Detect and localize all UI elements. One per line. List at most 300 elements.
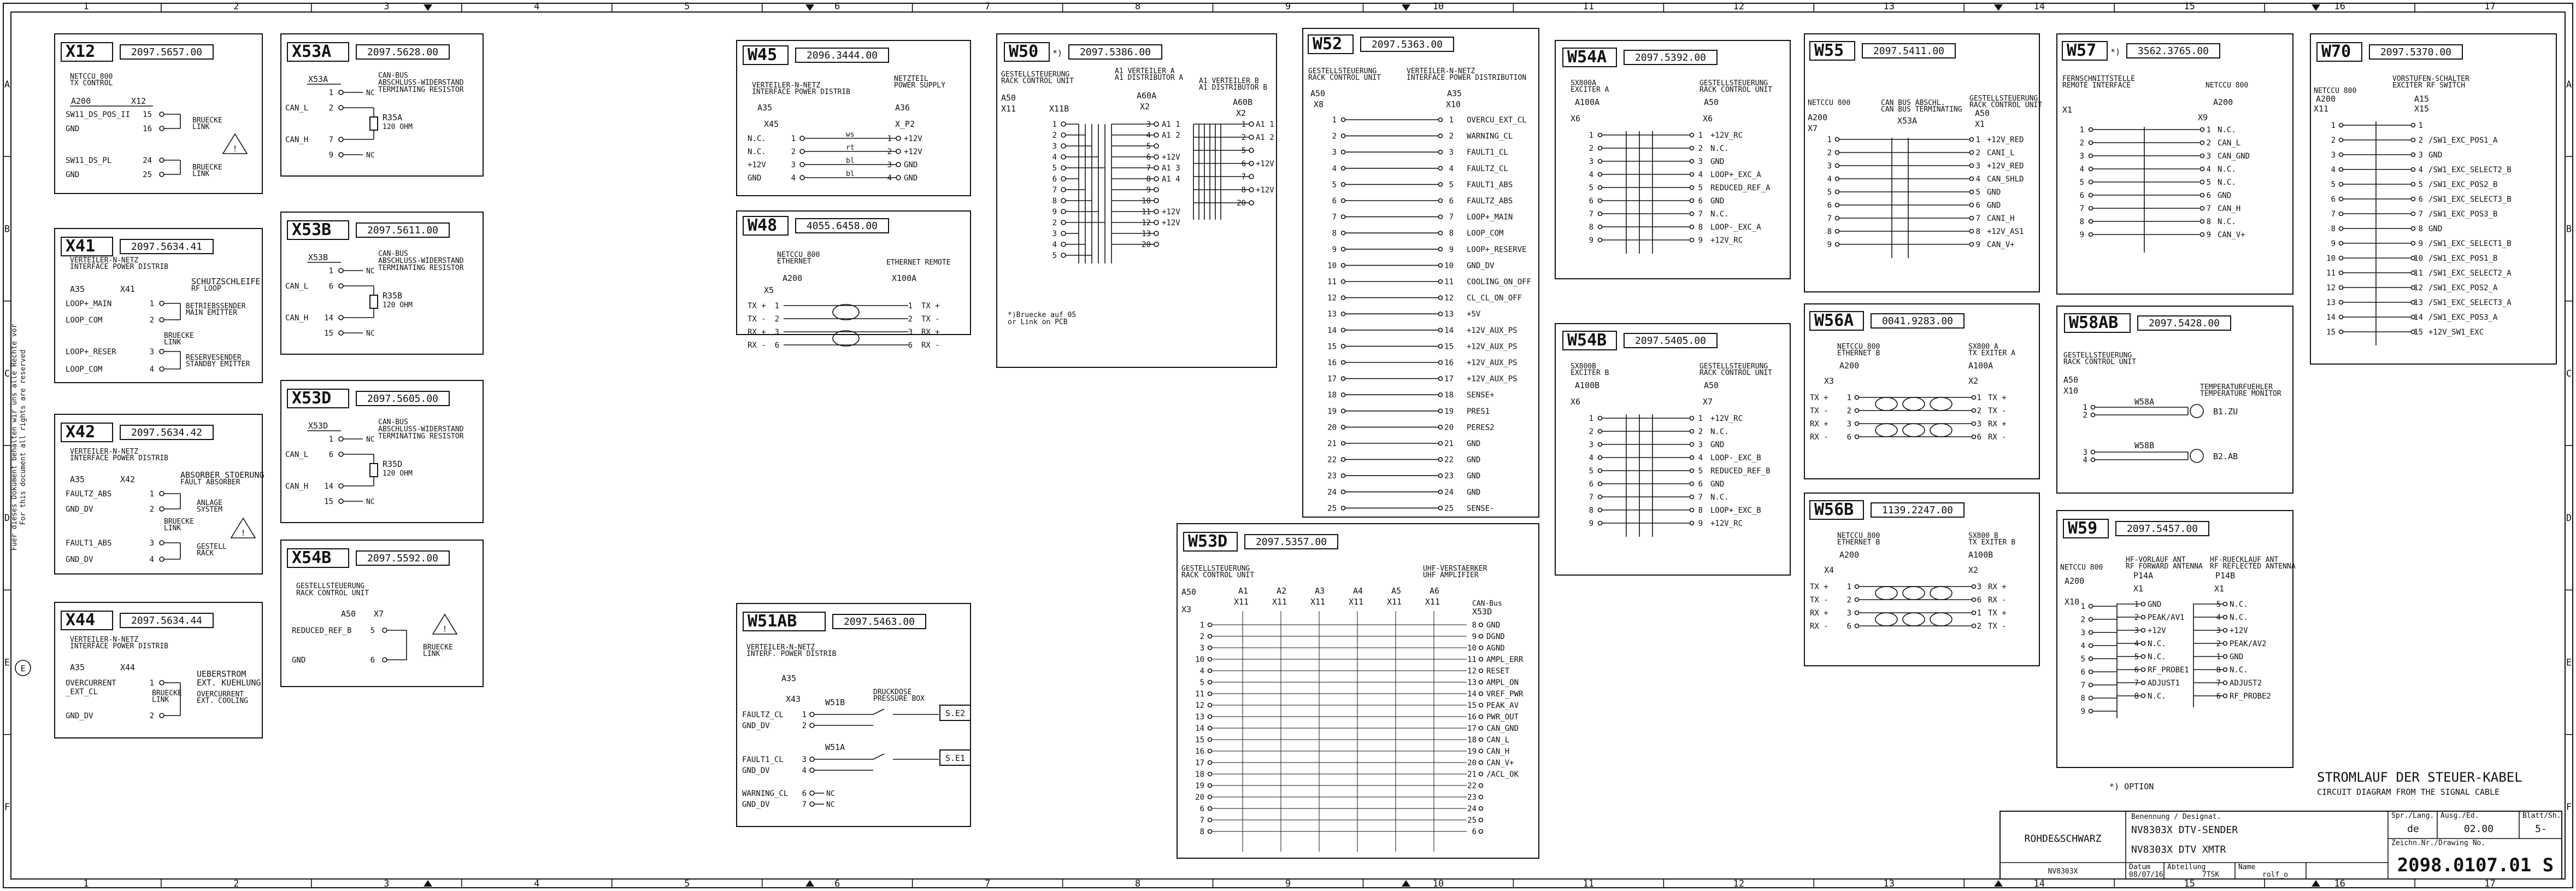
header-text: TX EXITER A: [1968, 349, 2016, 357]
pin-signal: CANI_H: [1987, 214, 2015, 223]
pin-number: 6: [2216, 692, 2221, 701]
terminal-dot: [2412, 242, 2415, 245]
terminal-dot: [1690, 417, 1694, 420]
note: LINK: [192, 170, 210, 178]
block-title: X41: [66, 237, 96, 256]
block-title: W53D: [1188, 532, 1228, 551]
pin-signal: /SW1_EXC_POS1_A: [2428, 136, 2498, 145]
pin-number: 4: [1589, 454, 1593, 462]
terminal-dot: [160, 541, 164, 545]
pin-signal: FAULT1_CL: [742, 755, 784, 764]
pin-number: 5: [1589, 467, 1593, 476]
pin-number: 8: [2418, 225, 2423, 233]
terminal-dot: [1208, 772, 1212, 776]
pin-number: 13: [1444, 310, 1454, 319]
terminal-dot: [2339, 183, 2343, 186]
no-connect: NC: [366, 498, 375, 506]
resistor-name: R35B: [383, 291, 403, 301]
terminal-dot: [1690, 186, 1694, 190]
pin-number: 4: [1449, 164, 1454, 173]
header-text: RACK CONTROL UNIT: [1699, 86, 1773, 94]
pin-number: 6: [2418, 195, 2423, 204]
ref-designator: A200: [1808, 113, 1828, 122]
terminal-dot: [2412, 168, 2415, 172]
header-text: GESTELLSTEUERUNG: [1969, 95, 2038, 103]
center-mark: [805, 880, 814, 887]
terminal-dot: [339, 452, 343, 456]
terminal-dot: [1439, 312, 1443, 316]
terminal-dot: [2089, 194, 2093, 197]
pin-signal: N.C.: [2218, 165, 2236, 174]
terminal-dot: [2201, 194, 2204, 197]
terminal-dot: [1342, 458, 1345, 461]
pin-number: 6: [2206, 191, 2211, 200]
connector-name: X6: [1703, 114, 1713, 124]
terminal-dot: [1972, 422, 1976, 426]
pin-signal: SENSE+: [1467, 391, 1495, 400]
connector-name: X15: [2414, 104, 2430, 114]
pin-number: 19: [1327, 407, 1337, 416]
block-w59: [2057, 511, 2293, 767]
terminal-dot: [1154, 198, 1158, 203]
pin-number: 8: [1449, 229, 1454, 238]
pin-number: 13: [1327, 310, 1337, 319]
pin-signal: +12V_RC: [1710, 236, 1743, 245]
pin-signal: +12V: [1162, 153, 1180, 162]
lang: de: [2407, 823, 2419, 835]
header-text: or Link on PCB: [1008, 318, 1068, 326]
pin-number: 8: [2080, 694, 2085, 703]
header-text: TX EXITER B: [1968, 538, 2016, 547]
pin-number: 2: [2216, 640, 2221, 648]
terminal-dot: [339, 105, 343, 110]
pin-signal: OVERCU_EXT_CL: [1467, 116, 1527, 125]
sub-cable: W51A: [825, 742, 845, 752]
pin-signal: +12V_RC: [1710, 414, 1743, 423]
warning-icon-mark: !: [442, 624, 448, 634]
inner-border: [11, 12, 2565, 879]
terminal-dot: [1598, 133, 1602, 137]
amplifier-ref: A4: [1353, 586, 1363, 596]
pin-number: 17: [1327, 374, 1337, 384]
part-number: 0041.9283.00: [1881, 315, 1954, 327]
terminal-dot: [2224, 616, 2227, 619]
pin-number: 12: [1444, 294, 1454, 303]
terminal-dot: [1598, 186, 1602, 190]
header-text: *)Bruecke auf 05: [1008, 311, 1077, 319]
block-w58ab: [2057, 306, 2293, 493]
connector-name: X3: [1181, 605, 1192, 614]
header-text: NETCCU 800: [1837, 532, 1880, 540]
pin-signal: RX +: [921, 328, 940, 337]
pin-signal: PWR_OUT: [1486, 713, 1519, 722]
pin-number: 15: [1444, 342, 1454, 351]
note: BRUECKE: [164, 332, 194, 340]
pin-number: 18: [1327, 391, 1337, 400]
grid-col-label: 15: [2184, 878, 2195, 889]
connector-name: X53A: [308, 74, 328, 84]
pin-number: 9: [2080, 707, 2085, 716]
terminal-dot: [1972, 409, 1976, 413]
sub-cable: W58B: [2134, 441, 2155, 450]
header-text: RACK CONTROL UNIT: [1308, 74, 1381, 82]
part-number: 2097.5357.00: [1255, 536, 1327, 548]
pin-number: 6: [2080, 668, 2085, 677]
pin-signal: +12V: [1162, 208, 1180, 216]
terminal-dot: [1855, 435, 1859, 439]
pin-signal: TX -: [748, 315, 766, 324]
header-text: VERTEILER-N-NETZ: [1407, 67, 1475, 75]
pin-signal: PEAK/AV2: [2230, 640, 2267, 648]
terminal-dot: [1439, 442, 1443, 445]
grid-col-label: 10: [1432, 878, 1444, 889]
pin-number: 1: [149, 679, 154, 688]
connector-name: X53B: [308, 253, 328, 262]
block-title: X54B: [292, 548, 332, 567]
pin-number: 3: [1146, 120, 1151, 129]
pin-signal: GND: [904, 174, 918, 183]
pin-signal: GND: [1467, 439, 1481, 448]
terminal-dot: [2089, 154, 2093, 158]
pin-number: 1: [149, 490, 154, 499]
pin-number: 6: [1698, 480, 1703, 489]
pin-signal: N.C.: [2218, 126, 2236, 134]
pin-number: 2: [1589, 427, 1593, 436]
terminal-dot: [1439, 231, 1443, 235]
block-title: W56A: [1814, 311, 1854, 330]
header-text: RACK CONTROL UNIT: [1181, 571, 1255, 579]
terminal-dot: [1249, 135, 1254, 139]
pin-signal: GND: [1467, 488, 1481, 497]
amplifier-conn: X11: [1387, 597, 1402, 607]
block-w54b: [1555, 324, 1790, 575]
pin-signal: +12V_AS1: [1987, 227, 2024, 236]
pin-signal: GND_DV: [1467, 261, 1495, 271]
terminal-dot: [1690, 238, 1694, 242]
part-number: 2097.5463.00: [843, 616, 915, 628]
pin-number: 6: [1241, 160, 1246, 168]
pin-number: 11: [2414, 269, 2423, 278]
header-text: VORSTUFEN-SCHALTER: [2392, 75, 2469, 83]
terminal-dot: [2339, 168, 2343, 172]
note: BRUECKE: [192, 163, 222, 172]
no-connect: NC: [366, 267, 375, 275]
pin-signal: +12V: [2148, 626, 2166, 635]
header-text: REMOTE INTERFACE: [2062, 81, 2131, 90]
pin-number: 5: [1146, 142, 1151, 151]
header-text: A1 DISTRIBUTOR A: [1115, 74, 1184, 82]
amplifier-ref: A6: [1430, 586, 1440, 596]
pin-number: 20: [1142, 241, 1151, 249]
twisted-pair: [1903, 613, 1925, 626]
note: STANDBY EMITTER: [186, 360, 250, 368]
block-title: W51AB: [748, 612, 797, 631]
pin-signal: CAN_SHLD: [1987, 175, 2024, 184]
terminal-dot: [1439, 490, 1443, 494]
connector-name: X9: [2198, 113, 2208, 122]
pin-signal: +12V_RED: [1987, 136, 2024, 144]
terminal-dot: [810, 723, 814, 728]
output-connector: S.E2: [945, 708, 966, 718]
pin-number: 6: [370, 656, 375, 665]
pin-signal: RX -: [1988, 433, 2007, 442]
connector-name: X41: [120, 284, 136, 294]
pin-signal: PEAK_AV: [1486, 701, 1519, 710]
wire-color: bl: [846, 170, 855, 178]
terminal-dot: [896, 162, 901, 167]
pin-signal: RX -: [748, 341, 766, 350]
pin-number: 8: [2206, 218, 2211, 226]
output-connector: S.E1: [945, 753, 966, 763]
pin-number: 9: [2206, 231, 2211, 239]
name-label: Name: [2238, 863, 2256, 871]
terminal-dot: [1855, 624, 1859, 628]
pin-number: 6: [2134, 666, 2139, 675]
pin-number: 4: [1975, 175, 1980, 184]
terminal-dot: [1479, 681, 1483, 684]
pin-number: 25: [1444, 504, 1454, 513]
wire: [873, 709, 884, 714]
pin-signal: GND: [1710, 197, 1725, 206]
no-connect: NC: [826, 790, 835, 798]
terminal-dot: [1690, 508, 1694, 512]
ref-designator: A50: [2063, 375, 2079, 385]
center-mark: [2312, 880, 2320, 887]
terminal-dot: [2224, 629, 2227, 632]
terminal-dot: [1836, 203, 1839, 207]
header-text: EXCITER B: [1571, 369, 1609, 377]
pin-signal: A1 3: [1162, 164, 1180, 173]
terminal-dot: [2089, 167, 2093, 171]
pin-number: 4: [1052, 153, 1057, 162]
pin-number: 2: [908, 315, 913, 324]
header-text: POWER SUPPLY: [894, 81, 945, 90]
ref-designator: A50: [1704, 380, 1719, 390]
terminal-dot: [2089, 657, 2093, 661]
pin-number: 15: [324, 497, 333, 506]
terminal-dot: [1972, 396, 1976, 400]
pin-signal: GND: [748, 174, 762, 183]
pin-number: 19: [1195, 782, 1204, 790]
pin-number: 3: [1698, 441, 1703, 449]
pin-number: 6: [774, 341, 779, 350]
terminal-dot: [1249, 174, 1254, 179]
terminal-dot: [1970, 243, 1974, 247]
pin-number: 8: [1589, 223, 1593, 232]
drawing-subtitle: CIRCUIT DIAGRAM FROM THE SIGNAL CABLE: [2317, 787, 2500, 797]
pin-number: 6: [1977, 433, 1981, 442]
part-number: 2097.5392.00: [1634, 52, 1707, 63]
pin-number: 23: [1327, 472, 1337, 481]
pin-number: 2: [1846, 596, 1851, 605]
ref-designator: A200: [71, 96, 91, 106]
pin-number: 16: [1195, 747, 1204, 756]
terminal-dot: [1690, 199, 1694, 203]
grid-row-label: A: [4, 79, 10, 91]
ref-designator: A200: [783, 273, 803, 283]
terminal-dot: [1690, 482, 1694, 486]
ref-designator: X1: [2062, 105, 2073, 115]
terminal-dot: [1342, 442, 1345, 445]
outer-border: [3, 3, 2573, 888]
terminal-dot: [1598, 495, 1602, 499]
note: LINK: [164, 524, 181, 532]
twisted-pair: [1875, 613, 1897, 626]
part-number: 2097.5428.00: [2148, 318, 2220, 329]
terminal-dot: [1208, 692, 1212, 696]
pin-signal: N.C.: [1710, 427, 1729, 436]
pin-number: 1: [328, 89, 333, 97]
pin-number: 15: [1327, 342, 1337, 351]
center-mark: [805, 4, 814, 11]
pin-number: 13: [1195, 713, 1204, 722]
grid-col-label: 7: [984, 1, 991, 12]
terminal-dot: [1598, 456, 1602, 460]
pin-number: 4: [1589, 171, 1593, 179]
terminal-dot: [1342, 328, 1345, 332]
twisted-pair: [1875, 397, 1897, 411]
header-text: SX800 A: [1968, 343, 1998, 351]
header-text: CAN-BUS: [378, 250, 408, 258]
header-text: A1 DISTRIBUTOR B: [1199, 84, 1268, 92]
pin-number: 25: [1467, 816, 1477, 825]
pin-signal: GND: [66, 125, 80, 133]
amplifier-ref: A2: [1277, 586, 1287, 596]
pin-signal: GND_DV: [66, 555, 93, 564]
header-text: SX800 B: [1968, 532, 1998, 540]
pin-number: 16: [1467, 713, 1477, 722]
pin-number: 17: [1195, 759, 1204, 767]
resistor-value: 120 OHM: [383, 301, 413, 309]
header-text: VERTEILER-N-NETZ: [746, 643, 815, 652]
pin-number: 3: [908, 328, 913, 337]
terminal-dot: [2412, 153, 2415, 157]
pin-number: 1: [2134, 600, 2139, 609]
terminal-dot: [1479, 795, 1483, 799]
pin-signal: /SW1_EXC_POS3_B: [2428, 210, 2498, 219]
header-text: CAN BUS TERMINATING: [1881, 105, 1962, 114]
option-mark: *): [1052, 48, 1063, 58]
pin-number: 5: [1199, 678, 1204, 687]
pin-number: 12: [1142, 219, 1151, 227]
pin-number: 8: [2331, 225, 2336, 233]
pin-signal: REDUCED_REF_A: [1710, 184, 1771, 192]
pin-signal: RF_PROBE1: [2148, 666, 2189, 675]
sub-cable: W51B: [825, 697, 845, 707]
terminal-dot: [1342, 215, 1345, 219]
terminal-dot: [1598, 469, 1602, 473]
terminal-dot: [2339, 124, 2343, 127]
pin-number: 24: [1327, 488, 1337, 497]
note: BRUECKE: [152, 689, 182, 697]
terminal-dot: [2142, 642, 2145, 646]
terminal-dot: [2142, 629, 2145, 632]
block-title: X12: [66, 42, 96, 61]
terminal-dot: [1208, 749, 1212, 753]
terminal-dot: [1342, 425, 1345, 429]
pin-signal: LOOP+_RESERVE: [1467, 245, 1527, 254]
terminal-dot: [1439, 393, 1443, 397]
pin-number: 9: [1472, 632, 1477, 641]
ref-designator: A35: [1447, 89, 1462, 98]
twisted-pair: [1875, 424, 1897, 437]
pin-number: 9: [2418, 239, 2423, 248]
terminal-dot: [1342, 409, 1345, 413]
pin-number: 1: [328, 267, 333, 275]
grid-row-label: D: [4, 513, 10, 524]
ref-designator: A60A: [1137, 91, 1157, 101]
terminal-dot: [1061, 220, 1066, 225]
terminal-dot: [810, 757, 814, 761]
pin-signal: N.C.: [1710, 493, 1729, 502]
terminal-dot: [2089, 696, 2093, 700]
terminal-dot: [339, 499, 343, 503]
pin-number: 8: [2216, 666, 2221, 675]
pin-number: 4: [149, 365, 154, 374]
ref-designator: A35: [70, 284, 85, 294]
twisted-pair: [833, 331, 859, 346]
pin-number: 15: [143, 110, 152, 119]
header-text: TEMPERATURFUEHLER: [2200, 383, 2273, 391]
terminal-dot: [2339, 242, 2343, 245]
terminal-dot: [160, 349, 164, 354]
dept-label: Abteilung: [2167, 863, 2206, 871]
terminal-dot: [896, 175, 901, 180]
ref-designator: P14B: [2215, 571, 2236, 581]
header-text: TX CONTROL: [70, 79, 113, 87]
terminal-dot: [2224, 668, 2227, 672]
header-text: GESTELLSTEUERUNG: [2063, 351, 2132, 360]
terminal-dot: [2339, 153, 2343, 157]
grid-col-label: 6: [834, 878, 840, 889]
terminal-dot: [1061, 231, 1066, 236]
pin-number: 2: [1199, 632, 1204, 641]
note: DRUCKDOSE: [873, 688, 912, 696]
pin-number: 17: [1444, 374, 1454, 384]
pin-number: 5: [2080, 655, 2085, 664]
pin-signal: RX -: [1810, 622, 1828, 631]
pin-number: 9: [1975, 241, 1980, 249]
ref-designator: A200: [1839, 361, 1860, 371]
terminal-dot: [1479, 692, 1483, 696]
part-number: 2097.5592.00: [367, 553, 439, 564]
pin-number: 3: [1199, 644, 1204, 653]
terminal-dot: [810, 712, 814, 717]
pin-signal: PEAK/AV1: [2148, 613, 2185, 622]
pin-signal: +12V_AUX_PS: [1467, 359, 1518, 367]
pin-number: 3: [791, 161, 796, 169]
pin-number: 2: [1698, 427, 1703, 436]
terminal-dot: [1342, 166, 1345, 170]
pin-signal: A1 2: [1162, 131, 1180, 140]
pin-signal: CAN_V+: [1987, 241, 2015, 249]
center-mark: [1994, 4, 2003, 11]
terminal-dot: [810, 802, 814, 806]
terminal-dot: [2201, 233, 2204, 237]
header-text: ETHERNET: [777, 257, 811, 266]
pin-signal: TX +: [1988, 394, 2007, 402]
pin-number: 11: [1195, 690, 1204, 699]
pin-number: 1: [1846, 583, 1851, 591]
terminal-dot: [1439, 183, 1443, 186]
note: BRUECKE: [192, 116, 222, 125]
pin-signal: FAULT1_CL: [1467, 148, 1508, 157]
grid-col-label: 13: [1883, 1, 1895, 12]
terminal-dot: [1342, 361, 1345, 365]
ref-designator: A50: [1310, 89, 1326, 98]
terminal-dot: [1970, 216, 1974, 220]
terminal-dot: [1598, 508, 1602, 512]
